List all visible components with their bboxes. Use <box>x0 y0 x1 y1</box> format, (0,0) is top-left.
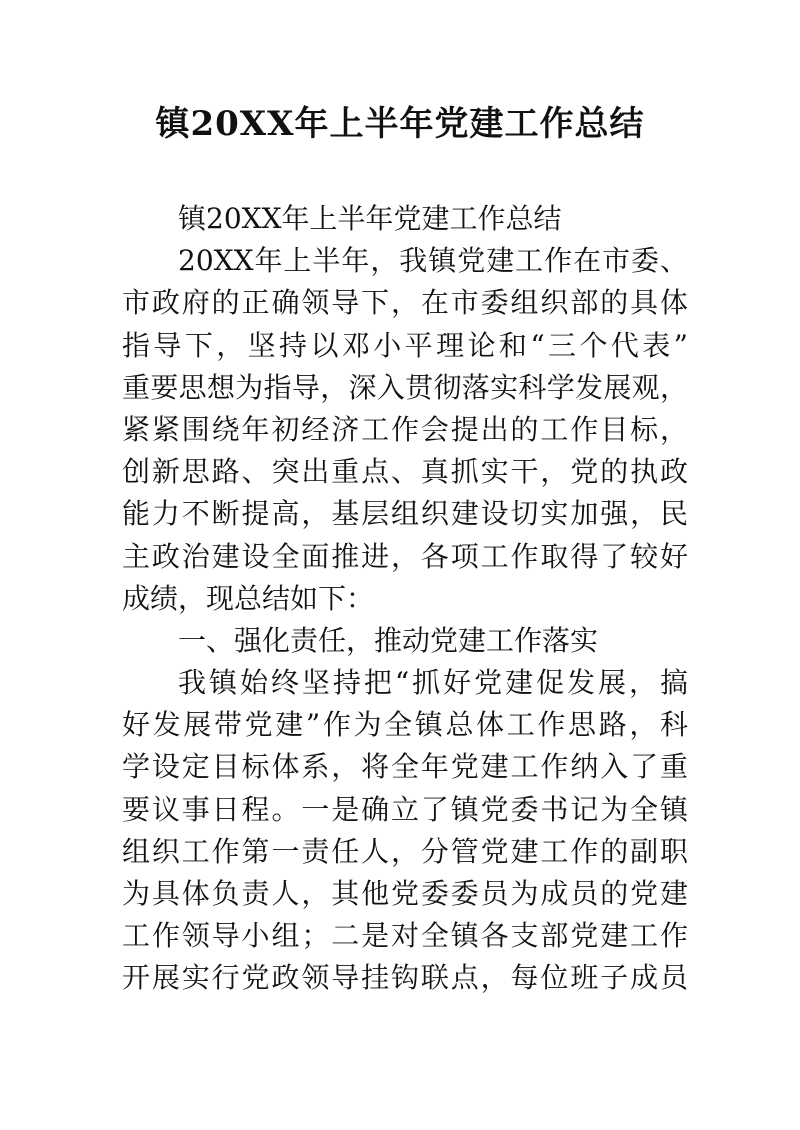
body-line: 指导下，坚持以邓小平理论和“三个代表” <box>122 328 688 362</box>
body-line: 好发展带党建”作为全镇总体工作思路，科 <box>122 708 688 742</box>
body-line: 能力不断提高，基层组织建设切实加强，民 <box>122 497 688 531</box>
body-line: 要议事日程。一是确立了镇党委书记为全镇 <box>122 792 688 826</box>
body-line: 重要思想为指导，深入贯彻落实科学发展观， <box>122 370 688 404</box>
body-line: 紧紧围绕年初经济工作会提出的工作目标， <box>122 412 688 446</box>
body-line: 20XX年上半年，我镇党建工作在市委、 <box>178 244 688 278</box>
body-line: 一、强化责任，推动党建工作落实 <box>178 623 599 657</box>
body-line: 为具体负责人，其他党委委员为成员的党建 <box>122 877 688 910</box>
document-title: 镇20XX年上半年党建工作总结 <box>155 104 645 144</box>
body-line: 创新思路、突出重点、真抓实干，党的执政 <box>122 455 688 489</box>
body-line: 市政府的正确领导下，在市委组织部的具体 <box>122 286 688 320</box>
body-line: 学设定目标体系，将全年党建工作纳入了重 <box>122 750 688 784</box>
body-line: 主政治建设全面推进，各项工作取得了较好 <box>122 539 688 573</box>
body-line: 镇20XX年上半年党建工作总结 <box>178 202 562 235</box>
body-line: 开展实行党政领导挂钩联点，每位班子成员 <box>122 961 688 995</box>
body-line: 我镇始终坚持把“抓好党建促发展，搞 <box>178 666 688 700</box>
body-line: 组织工作第一责任人，分管党建工作的副职 <box>122 834 688 868</box>
body-line: 成绩，现总结如下： <box>122 581 375 615</box>
document-body <box>122 198 688 1000</box>
body-line: 工作领导小组；二是对全镇各支部党建工作 <box>122 919 688 953</box>
